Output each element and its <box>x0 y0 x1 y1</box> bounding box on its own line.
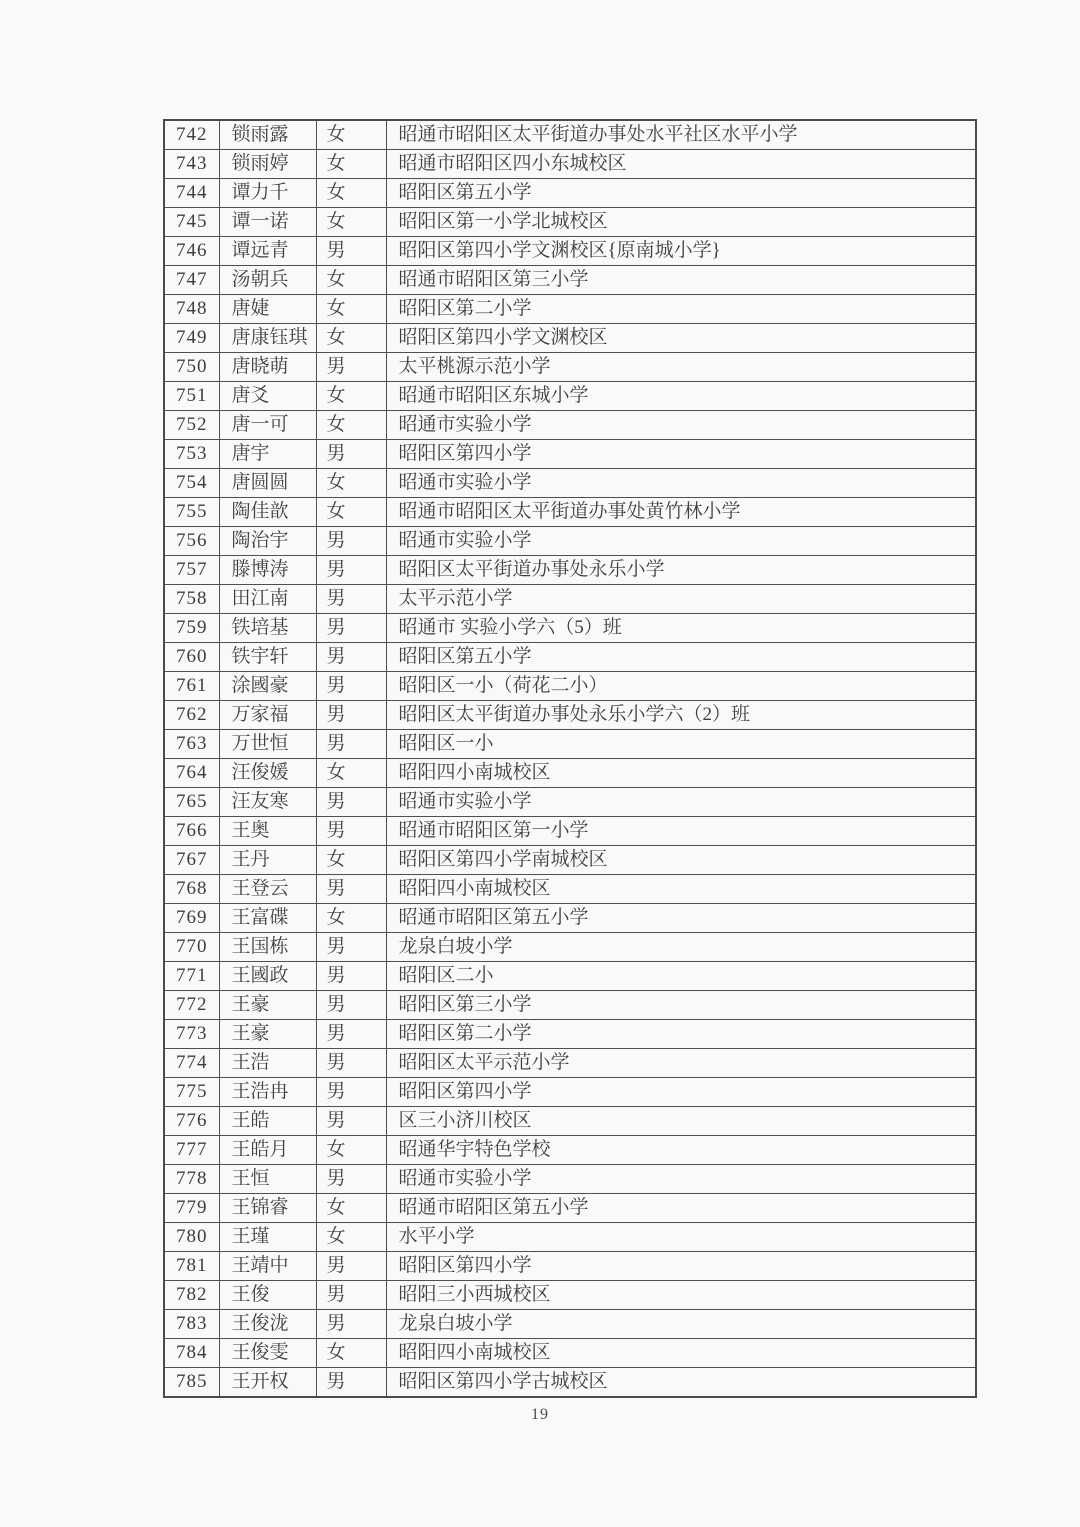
cell-school: 昭阳区第四小学 <box>386 440 976 469</box>
cell-school: 昭阳区第四小学南城校区 <box>386 846 976 875</box>
table-row <box>164 730 976 759</box>
table-row <box>164 1252 976 1281</box>
table-row <box>164 266 976 295</box>
cell-school: 昭阳四小南城校区 <box>386 759 976 788</box>
cell-school: 昭阳区第五小学 <box>386 643 976 672</box>
cell-number: 782 <box>164 1281 219 1310</box>
cell-gender: 男 <box>316 991 386 1020</box>
table-row <box>164 556 976 585</box>
cell-gender: 女 <box>316 1339 386 1368</box>
cell-number: 772 <box>164 991 219 1020</box>
cell-name: 唐宇 <box>219 440 316 469</box>
cell-school: 昭阳三小西城校区 <box>386 1281 976 1310</box>
cell-number: 748 <box>164 295 219 324</box>
cell-school: 昭阳四小南城校区 <box>386 1339 976 1368</box>
table-row <box>164 1281 976 1310</box>
cell-gender: 女 <box>316 498 386 527</box>
cell-number: 749 <box>164 324 219 353</box>
cell-name: 王俊雯 <box>219 1339 316 1368</box>
table-row <box>164 933 976 962</box>
cell-gender: 女 <box>316 1194 386 1223</box>
table-row <box>164 962 976 991</box>
cell-gender: 男 <box>316 1107 386 1136</box>
cell-school: 昭通市实验小学 <box>386 1165 976 1194</box>
cell-gender: 男 <box>316 1078 386 1107</box>
cell-school: 昭阳区第五小学 <box>386 179 976 208</box>
cell-name: 铁宇轩 <box>219 643 316 672</box>
cell-gender: 女 <box>316 120 386 150</box>
cell-name: 王俊泷 <box>219 1310 316 1339</box>
cell-name: 王豪 <box>219 991 316 1020</box>
cell-name: 唐一可 <box>219 411 316 440</box>
cell-school: 昭通市实验小学 <box>386 527 976 556</box>
cell-school: 昭通市昭阳区第一小学 <box>386 817 976 846</box>
cell-name: 唐爻 <box>219 382 316 411</box>
cell-gender: 男 <box>316 1281 386 1310</box>
cell-school: 昭阳四小南城校区 <box>386 875 976 904</box>
cell-name: 王奥 <box>219 817 316 846</box>
table-row <box>164 1194 976 1223</box>
cell-gender: 女 <box>316 295 386 324</box>
cell-name: 唐婕 <box>219 295 316 324</box>
table-row <box>164 150 976 179</box>
cell-gender: 女 <box>316 1223 386 1252</box>
cell-school: 太平示范小学 <box>386 585 976 614</box>
cell-name: 涂國豪 <box>219 672 316 701</box>
table-row <box>164 1339 976 1368</box>
cell-name: 王皓月 <box>219 1136 316 1165</box>
cell-name: 王國政 <box>219 962 316 991</box>
cell-name: 王俊 <box>219 1281 316 1310</box>
cell-gender: 女 <box>316 469 386 498</box>
cell-name: 铁培基 <box>219 614 316 643</box>
cell-school: 昭阳区第四小学 <box>386 1078 976 1107</box>
table-row <box>164 208 976 237</box>
cell-school: 水平小学 <box>386 1223 976 1252</box>
cell-number: 777 <box>164 1136 219 1165</box>
cell-school: 昭阳区太平街道办事处永乐小学六（2）班 <box>386 701 976 730</box>
cell-school: 昭阳区一小（荷花二小） <box>386 672 976 701</box>
table-row <box>164 1165 976 1194</box>
cell-number: 781 <box>164 1252 219 1281</box>
table-row <box>164 1020 976 1049</box>
cell-gender: 男 <box>316 788 386 817</box>
cell-name: 汤朝兵 <box>219 266 316 295</box>
cell-name: 王国栋 <box>219 933 316 962</box>
cell-name: 田江南 <box>219 585 316 614</box>
cell-school: 昭通市昭阳区第五小学 <box>386 1194 976 1223</box>
cell-gender: 男 <box>316 1020 386 1049</box>
cell-name: 王浩冉 <box>219 1078 316 1107</box>
table-row <box>164 411 976 440</box>
table-row <box>164 237 976 266</box>
cell-gender: 男 <box>316 1368 386 1398</box>
cell-number: 780 <box>164 1223 219 1252</box>
cell-number: 757 <box>164 556 219 585</box>
cell-school: 昭阳区第二小学 <box>386 1020 976 1049</box>
table-row <box>164 846 976 875</box>
table-row <box>164 817 976 846</box>
table-row <box>164 1107 976 1136</box>
table-row <box>164 701 976 730</box>
cell-name: 王恒 <box>219 1165 316 1194</box>
page-number: 19 <box>531 1406 549 1423</box>
cell-gender: 女 <box>316 266 386 295</box>
table-row <box>164 469 976 498</box>
table-row <box>164 1310 976 1339</box>
cell-number: 758 <box>164 585 219 614</box>
cell-school: 昭通市昭阳区太平街道办事处水平社区水平小学 <box>386 120 976 150</box>
cell-number: 767 <box>164 846 219 875</box>
cell-number: 759 <box>164 614 219 643</box>
table-row <box>164 643 976 672</box>
table-row <box>164 1078 976 1107</box>
cell-name: 万家福 <box>219 701 316 730</box>
cell-number: 762 <box>164 701 219 730</box>
cell-school: 昭通市实验小学 <box>386 788 976 817</box>
table-row <box>164 1368 976 1398</box>
cell-name: 锁雨露 <box>219 120 316 150</box>
cell-school: 昭阳区第四小学 <box>386 1252 976 1281</box>
cell-name: 王富碟 <box>219 904 316 933</box>
table-row <box>164 498 976 527</box>
cell-name: 唐圆圆 <box>219 469 316 498</box>
cell-number: 755 <box>164 498 219 527</box>
cell-number: 760 <box>164 643 219 672</box>
cell-number: 779 <box>164 1194 219 1223</box>
cell-number: 761 <box>164 672 219 701</box>
table-row <box>164 179 976 208</box>
cell-school: 昭通市实验小学 <box>386 469 976 498</box>
cell-gender: 男 <box>316 1165 386 1194</box>
cell-gender: 男 <box>316 817 386 846</box>
cell-school: 昭通市昭阳区第五小学 <box>386 904 976 933</box>
cell-school: 昭阳区第四小学文渊校区{原南城小学} <box>386 237 976 266</box>
cell-gender: 男 <box>316 556 386 585</box>
cell-number: 750 <box>164 353 219 382</box>
cell-number: 763 <box>164 730 219 759</box>
cell-name: 王靖中 <box>219 1252 316 1281</box>
cell-gender: 男 <box>316 614 386 643</box>
cell-number: 746 <box>164 237 219 266</box>
cell-name: 王开权 <box>219 1368 316 1398</box>
table-row <box>164 527 976 556</box>
cell-number: 778 <box>164 1165 219 1194</box>
cell-name: 汪友寒 <box>219 788 316 817</box>
cell-name: 王锦睿 <box>219 1194 316 1223</box>
table-row <box>164 324 976 353</box>
cell-school: 昭通市昭阳区东城小学 <box>386 382 976 411</box>
cell-name: 王瑾 <box>219 1223 316 1252</box>
cell-number: 752 <box>164 411 219 440</box>
table-row <box>164 614 976 643</box>
cell-gender: 男 <box>316 730 386 759</box>
cell-number: 785 <box>164 1368 219 1398</box>
cell-number: 747 <box>164 266 219 295</box>
cell-school: 龙泉白坡小学 <box>386 933 976 962</box>
cell-number: 783 <box>164 1310 219 1339</box>
cell-school: 昭阳区太平示范小学 <box>386 1049 976 1078</box>
cell-number: 764 <box>164 759 219 788</box>
cell-name: 汪俊媛 <box>219 759 316 788</box>
cell-number: 754 <box>164 469 219 498</box>
cell-number: 775 <box>164 1078 219 1107</box>
table-row <box>164 353 976 382</box>
cell-name: 陶治宇 <box>219 527 316 556</box>
cell-gender: 女 <box>316 411 386 440</box>
cell-number: 771 <box>164 962 219 991</box>
cell-gender: 男 <box>316 237 386 266</box>
cell-number: 770 <box>164 933 219 962</box>
cell-gender: 女 <box>316 208 386 237</box>
cell-name: 万世恒 <box>219 730 316 759</box>
cell-gender: 女 <box>316 324 386 353</box>
cell-number: 773 <box>164 1020 219 1049</box>
cell-name: 陶佳歆 <box>219 498 316 527</box>
cell-school: 昭阳区第四小学古城校区 <box>386 1368 976 1398</box>
cell-gender: 女 <box>316 150 386 179</box>
cell-school: 昭通市昭阳区太平街道办事处黄竹林小学 <box>386 498 976 527</box>
table-row <box>164 585 976 614</box>
table-row <box>164 295 976 324</box>
cell-number: 745 <box>164 208 219 237</box>
cell-school: 昭阳区太平街道办事处永乐小学 <box>386 556 976 585</box>
cell-gender: 女 <box>316 179 386 208</box>
table-row <box>164 1136 976 1165</box>
cell-gender: 女 <box>316 846 386 875</box>
cell-school: 昭阳区二小 <box>386 962 976 991</box>
cell-school: 昭阳区第三小学 <box>386 991 976 1020</box>
cell-number: 751 <box>164 382 219 411</box>
table-row <box>164 904 976 933</box>
cell-number: 774 <box>164 1049 219 1078</box>
cell-school: 昭阳区第二小学 <box>386 295 976 324</box>
cell-gender: 男 <box>316 1252 386 1281</box>
cell-name: 谭力千 <box>219 179 316 208</box>
cell-school: 昭通市昭阳区第三小学 <box>386 266 976 295</box>
cell-gender: 女 <box>316 759 386 788</box>
cell-gender: 男 <box>316 440 386 469</box>
table-row <box>164 875 976 904</box>
cell-name: 谭一诺 <box>219 208 316 237</box>
cell-gender: 男 <box>316 875 386 904</box>
cell-gender: 男 <box>316 585 386 614</box>
cell-name: 谭远青 <box>219 237 316 266</box>
cell-school: 昭通市 实验小学六（5）班 <box>386 614 976 643</box>
cell-school: 昭通市实验小学 <box>386 411 976 440</box>
table-row <box>164 1223 976 1252</box>
cell-number: 742 <box>164 120 219 150</box>
cell-number: 776 <box>164 1107 219 1136</box>
table-row <box>164 788 976 817</box>
cell-number: 743 <box>164 150 219 179</box>
cell-number: 753 <box>164 440 219 469</box>
cell-name: 滕博涛 <box>219 556 316 585</box>
cell-gender: 女 <box>316 382 386 411</box>
cell-name: 王皓 <box>219 1107 316 1136</box>
cell-name: 唐康钰琪 <box>219 324 316 353</box>
cell-number: 768 <box>164 875 219 904</box>
student-table <box>163 119 977 1398</box>
table-row <box>164 672 976 701</box>
table-row <box>164 382 976 411</box>
cell-number: 784 <box>164 1339 219 1368</box>
cell-name: 王浩 <box>219 1049 316 1078</box>
cell-school: 龙泉白坡小学 <box>386 1310 976 1339</box>
cell-school: 昭通华宇特色学校 <box>386 1136 976 1165</box>
table-row <box>164 440 976 469</box>
cell-school: 区三小济川校区 <box>386 1107 976 1136</box>
table-row <box>164 120 976 150</box>
cell-name: 唐晓萌 <box>219 353 316 382</box>
cell-gender: 男 <box>316 962 386 991</box>
cell-gender: 女 <box>316 904 386 933</box>
cell-gender: 男 <box>316 701 386 730</box>
table-row <box>164 759 976 788</box>
cell-school: 太平桃源示范小学 <box>386 353 976 382</box>
cell-gender: 男 <box>316 672 386 701</box>
table-row <box>164 1049 976 1078</box>
cell-school: 昭通市昭阳区四小东城校区 <box>386 150 976 179</box>
cell-gender: 男 <box>316 1049 386 1078</box>
table-row <box>164 991 976 1020</box>
cell-number: 744 <box>164 179 219 208</box>
cell-school: 昭阳区第四小学文渊校区 <box>386 324 976 353</box>
cell-name: 王丹 <box>219 846 316 875</box>
cell-school: 昭阳区第一小学北城校区 <box>386 208 976 237</box>
cell-gender: 女 <box>316 1136 386 1165</box>
cell-school: 昭阳区一小 <box>386 730 976 759</box>
cell-number: 765 <box>164 788 219 817</box>
student-table-body <box>164 120 976 1397</box>
cell-number: 766 <box>164 817 219 846</box>
cell-gender: 男 <box>316 527 386 556</box>
cell-name: 王豪 <box>219 1020 316 1049</box>
cell-number: 769 <box>164 904 219 933</box>
cell-number: 756 <box>164 527 219 556</box>
cell-name: 锁雨婷 <box>219 150 316 179</box>
cell-gender: 男 <box>316 353 386 382</box>
cell-gender: 男 <box>316 933 386 962</box>
cell-gender: 男 <box>316 1310 386 1339</box>
cell-gender: 男 <box>316 643 386 672</box>
cell-name: 王登云 <box>219 875 316 904</box>
